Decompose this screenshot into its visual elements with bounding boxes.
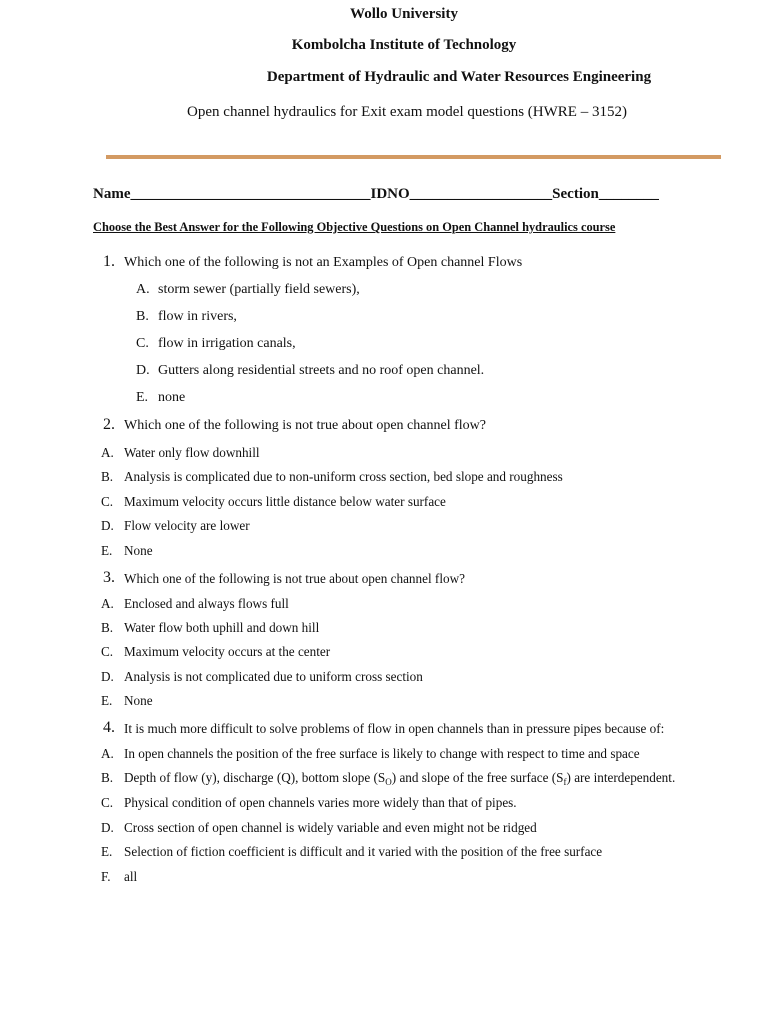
q4-option-d[interactable]: D. Cross section of open channel is widely variable and even might not be ridged — [101, 820, 537, 835]
student-info-line — [93, 186, 659, 203]
q3-option-e[interactable]: E. None — [101, 693, 153, 708]
question-number: 4. — [103, 719, 115, 736]
q4-option-e[interactable]: E. Selection of fiction coefficient is difficult and it varied with the position of the free surface — [101, 844, 603, 859]
q1-option-a[interactable]: A. storm sewer (partially field sewers), — [136, 282, 360, 297]
q3-option-a[interactable]: A. Enclosed and always flows full — [101, 596, 289, 611]
q4-option-a[interactable]: A. In open channels the position of the free surface is likely to change with respect to time and space — [101, 746, 640, 761]
question-2 — [103, 416, 115, 434]
q1-option-c[interactable]: C. flow in irrigation canals, — [136, 336, 296, 351]
q2-option-a[interactable]: A. Water only flow downhill — [101, 445, 260, 460]
question-number: 3. — [103, 569, 115, 586]
q4-option-c[interactable]: C. Physical condition of open channels varies more widely than that of pipes. — [101, 795, 517, 810]
q1-option-d[interactable]: D. Gutters along residential streets and no roof open channel. — [136, 363, 485, 378]
section-label: Section — [552, 186, 599, 202]
institute-name: Kombolcha Institute of Technology — [291, 37, 517, 53]
q4-option-f[interactable]: F. all — [101, 869, 138, 884]
question-4-text: It is much more difficult to solve problems of flow in open channels than in pressure pipes because of: — [124, 721, 665, 736]
q3-option-b[interactable]: B. Water flow both uphill and down hill — [101, 620, 320, 635]
name-label: Name — [93, 186, 131, 202]
q2-option-c[interactable]: C. Maximum velocity occurs little distance below water surface — [101, 494, 446, 509]
name-field[interactable]: ________________________________ — [130, 186, 371, 202]
q3-option-d[interactable]: D. Analysis is not complicated due to uniform cross section — [101, 669, 423, 684]
header-divider — [106, 155, 721, 159]
university-name: Wollo University — [350, 6, 458, 22]
q2-option-e[interactable]: E. None — [101, 543, 153, 558]
idno-label: IDNO — [370, 186, 410, 202]
question-1 — [103, 253, 115, 271]
question-1-text: Which one of the following is not an Examples of Open channel Flows — [124, 255, 523, 270]
q2-option-d[interactable]: D. Flow velocity are lower — [101, 518, 250, 533]
section-field[interactable]: ________ — [598, 186, 659, 202]
question-number: 1. — [103, 253, 115, 270]
question-4 — [103, 719, 115, 737]
q4-option-b[interactable]: B. Depth of flow (y), discharge (Q), bottom slope $(S_O)$ and slope of the free surface $(S_f)$ are interdependent. — [101, 770, 676, 787]
department-name: Department of Hydraulic and Water Resources Engineering — [266, 69, 652, 85]
instructions: Choose the Best Answer for the Following Objective Questions on Open Channel hydraulics course — [93, 220, 616, 234]
question-3 — [103, 569, 115, 587]
q1-option-b[interactable]: B. flow in rivers, — [136, 309, 237, 324]
exam-subtitle: Open channel hydraulics for Exit exam model questions (HWRE – 3152) — [187, 104, 627, 120]
q3-option-c[interactable]: C. Maximum velocity occurs at the center — [101, 644, 331, 659]
idno-field[interactable]: ___________________ — [409, 186, 553, 202]
question-number: 2. — [103, 416, 115, 433]
q1-option-e[interactable]: E. none — [136, 390, 186, 405]
question-2-text: Which one of the following is not true about open channel flow? — [124, 418, 486, 433]
question-3-text: Which one of the following is not true about open channel flow? — [124, 571, 465, 586]
q2-option-b[interactable]: B. Analysis is complicated due to non-uniform cross section, bed slope and roughness — [101, 469, 563, 484]
